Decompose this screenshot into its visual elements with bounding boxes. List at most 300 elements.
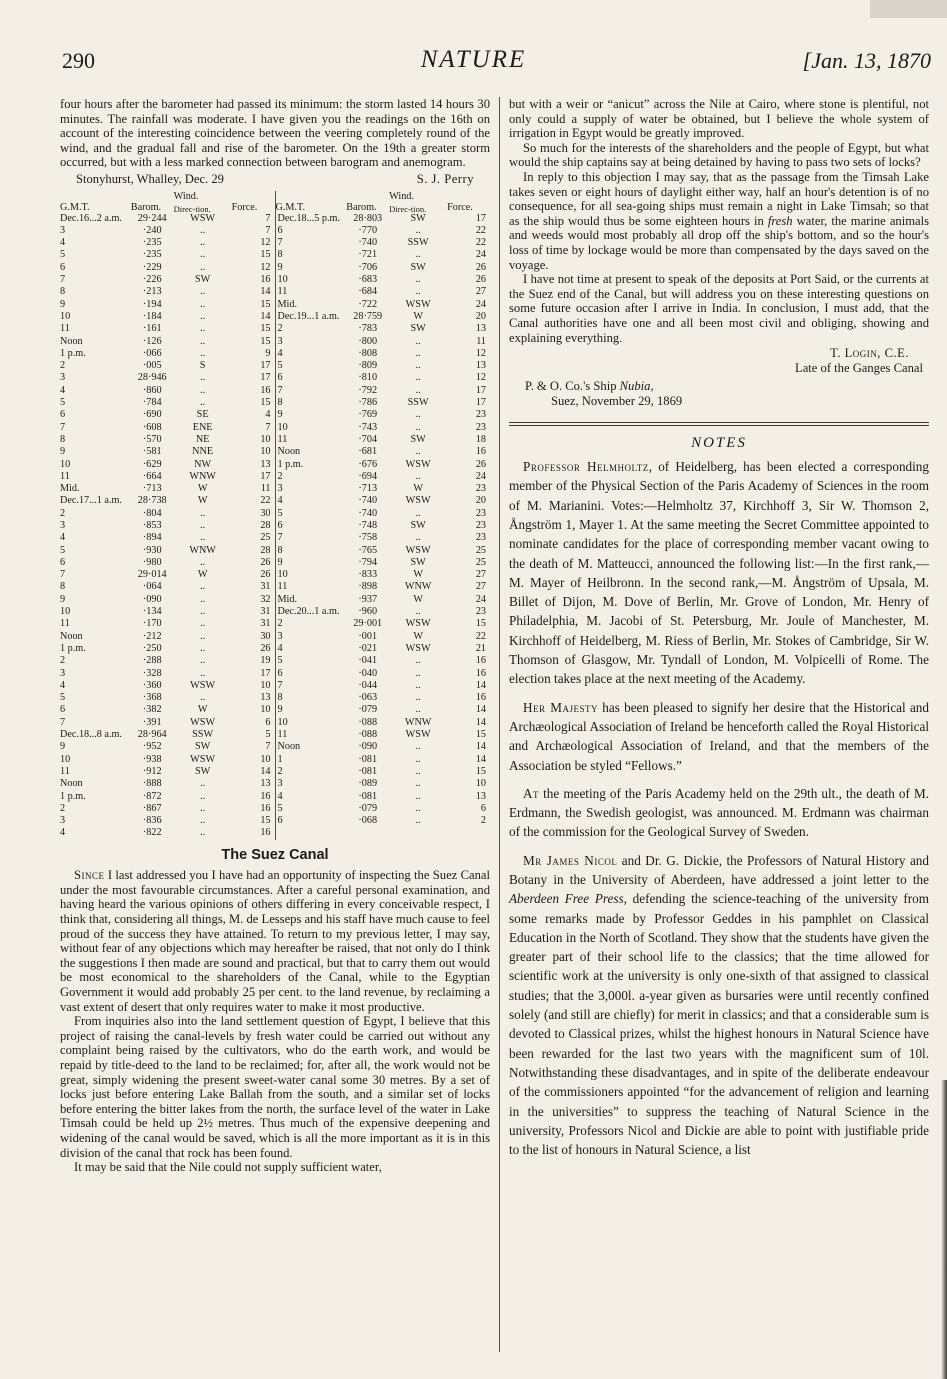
- table-cell: W: [197, 495, 208, 507]
- table-cell: 28·803: [353, 212, 383, 224]
- table-cell: ..: [415, 249, 421, 261]
- table-cell: 16: [475, 655, 486, 667]
- table-cell: W: [197, 483, 208, 495]
- table-cell: ·769: [358, 409, 378, 421]
- table-row: [60, 741, 275, 753]
- table-cell: 25: [260, 532, 271, 544]
- table-cell: ·226: [142, 274, 162, 286]
- table-cell: 9: [60, 741, 66, 753]
- table-cell: 2: [277, 618, 283, 630]
- table-cell: 15: [260, 335, 271, 347]
- table-cell: 7: [60, 421, 66, 433]
- table-cell: NNE: [192, 446, 214, 458]
- table-cell: 5: [60, 397, 66, 409]
- table-cell: ·833: [358, 569, 378, 581]
- table-row: [276, 348, 491, 360]
- table-cell: 10: [277, 274, 288, 286]
- table-cell: ·888: [142, 778, 162, 790]
- table-row: [276, 791, 491, 803]
- table-cell: 11: [60, 470, 70, 482]
- ship-prefix: P. & O. Co.'s Ship: [525, 379, 620, 394]
- table-cell: WSW: [190, 716, 216, 728]
- table-cell: ·683: [358, 274, 378, 286]
- table-cell: 26: [475, 274, 486, 286]
- table-cell: WNW: [189, 544, 216, 556]
- table-cell: 11: [277, 729, 288, 741]
- table-cell: ·328: [142, 667, 162, 679]
- table-cell: W: [413, 569, 423, 581]
- table-row: [276, 459, 491, 471]
- table-row: [276, 631, 491, 643]
- table-cell: 17: [475, 397, 486, 409]
- table-cell: ..: [415, 667, 421, 679]
- table-cell: Noon: [60, 630, 83, 642]
- table-row: [276, 323, 491, 335]
- table-cell: 11: [277, 433, 288, 445]
- table-cell: 25: [475, 556, 486, 568]
- table-cell: 3: [277, 630, 283, 642]
- table-cell: ..: [200, 606, 206, 618]
- table-cell: 22: [475, 224, 486, 236]
- table-cell: ..: [415, 372, 421, 384]
- table-cell: W: [413, 483, 423, 495]
- table-cell: SE: [196, 409, 209, 421]
- note-nicol: [509, 851, 929, 1160]
- table-cell: 11: [277, 286, 288, 298]
- table-cell: ..: [200, 556, 206, 568]
- table-cell: 7: [265, 212, 271, 224]
- table-cell: 13: [475, 360, 486, 372]
- table-cell: ·810: [358, 372, 378, 384]
- table-row: [60, 471, 275, 483]
- table-cell: 21: [475, 642, 486, 654]
- table-cell: ..: [200, 532, 206, 544]
- table-cell: ·867: [142, 802, 162, 814]
- suez-paragraph-2: From inquiries also into the land settlement question of Egypt, I believe that this project of raising the canal-levels by fresh water could be carried out without any complaint being raised by the cultivators, who do the earth work, and would be repaid by title-deed to the land to be reclaimed; for, after all, the work would not be great, simply widening the present sweet-water canal some 30 metres. By a set of locks just before entering Lake Ballah from the south, and a similar set of locks before entering the bitter lakes from the north, the surface level of the water in Lake Timsah could be held up 2½ metres. Thus much of the expensive deepening and widening of the canal would be saved, which is all the more important as it is in this division of the canal that rock has been found.: [60, 1014, 490, 1160]
- signature-row: [60, 172, 490, 187]
- table-cell: ·794: [358, 556, 378, 568]
- table-row: [60, 618, 275, 630]
- table-row: [276, 409, 491, 421]
- table-row: [276, 815, 491, 827]
- lead-words: Professor Helmholtz: [523, 459, 649, 475]
- table-cell: 16: [260, 790, 271, 802]
- table-cell: ·063: [358, 692, 378, 704]
- table-cell: ·066: [142, 347, 162, 359]
- table-cell: 31: [260, 618, 271, 630]
- table-cell: 5: [60, 544, 66, 556]
- table-cell: 5: [277, 507, 283, 519]
- table-cell: 3: [60, 815, 66, 827]
- table-row: [276, 311, 491, 323]
- table-cell: 7: [265, 421, 271, 433]
- table-cell: ·664: [142, 470, 162, 482]
- table-row: [276, 299, 491, 311]
- table-cell: 29·014: [137, 569, 167, 581]
- place-date: Stonyhurst, Whalley, Dec. 29: [76, 171, 224, 186]
- table-cell: 13: [260, 778, 271, 790]
- table-cell: 2: [60, 507, 66, 519]
- table-row: [276, 803, 491, 815]
- table-cell: 14: [260, 286, 271, 298]
- table-cell: 10: [60, 310, 71, 322]
- table-row: [60, 286, 275, 298]
- table-row: [60, 692, 275, 704]
- table-cell: 13: [475, 323, 486, 335]
- table-cell: 7: [60, 569, 66, 581]
- table-row: [60, 680, 275, 692]
- table-cell: 6: [60, 261, 66, 273]
- table-row: [276, 520, 491, 532]
- table-cell: ..: [415, 778, 421, 790]
- table-row: [60, 311, 275, 323]
- table-cell: ..: [415, 470, 421, 482]
- note-erdmann: [509, 784, 929, 842]
- table-row: [60, 606, 275, 618]
- table-cell: 15: [260, 815, 271, 827]
- table-cell: ·980: [142, 556, 162, 568]
- table-row: [60, 791, 275, 803]
- force-header: Force.: [447, 201, 473, 213]
- table-cell: 15: [260, 298, 271, 310]
- ship-name: Nubia,: [619, 379, 654, 394]
- table-cell: 14: [475, 753, 486, 765]
- table-cell: ·391: [142, 716, 162, 728]
- table-cell: W: [413, 310, 423, 322]
- table-row: [60, 348, 275, 360]
- table-cell: 14: [260, 765, 271, 777]
- table-cell: 5: [277, 655, 283, 667]
- table-row: [60, 237, 275, 249]
- table-cell: 6: [277, 372, 283, 384]
- table-cell: 11: [60, 618, 70, 630]
- table-cell: 6: [277, 519, 283, 531]
- table-cell: 2: [480, 815, 486, 827]
- table-cell: SSW: [407, 237, 429, 249]
- table-cell: 10: [277, 421, 288, 433]
- table-cell: 10: [260, 753, 271, 765]
- table-row: [276, 704, 491, 716]
- table-cell: 8: [60, 433, 66, 445]
- table-cell: ..: [415, 790, 421, 802]
- table-cell: 4: [60, 827, 66, 839]
- table-cell: 7: [277, 679, 283, 691]
- table-row: [60, 446, 275, 458]
- table-cell: 14: [475, 704, 486, 716]
- table-cell: ..: [415, 802, 421, 814]
- table-cell: ..: [200, 298, 206, 310]
- table-cell: ·184: [142, 310, 162, 322]
- letter-paragraph-3: [509, 170, 929, 272]
- table-cell: 8: [60, 581, 66, 593]
- table-cell: ·722: [358, 298, 378, 310]
- table-cell: 23: [475, 483, 486, 495]
- table-row: [276, 237, 491, 249]
- table-cell: ·170: [142, 618, 162, 630]
- table-cell: 15: [475, 618, 486, 630]
- table-cell: ·681: [358, 446, 378, 458]
- table-row: [60, 520, 275, 532]
- table-row: [60, 557, 275, 569]
- table-cell: ·134: [142, 606, 162, 618]
- table-cell: 8: [60, 286, 66, 298]
- lead-words: Mr James Nicol: [523, 852, 618, 868]
- table-cell: ..: [415, 421, 421, 433]
- table-cell: W: [413, 630, 423, 642]
- table-cell: 15: [260, 249, 271, 261]
- table-cell: 5: [60, 249, 66, 261]
- paragraph-text: , defending the science-teaching of the university from some remarks made by Professor Geddes in his pamphlet on Classical Education in the North of Scotland. They show that the students have given the greater part of their school life to the classics; that the time allowed for scientific work at the university is only one-sixth of that assigned to classical studies; that the 3,000l. a-year given as bursaries were until recently confined solely (and still are chiefly) for merit in classics; and that a considerable sum is devoted to Classical prizes, whilst the highest honours in Natural Science have been rewarded for the last two years with the magnificent sum of 10l. Notwithstanding these disadvantages, and in spite of the deliberate endeavour of the commissioners appointed “for the advancement of religion and learning in the universities” to suppress the teaching of Natural Science in the university, Professors Nicol and Dickie are able to point with justifiable pride to the list of honours in Natural Science, a list: [509, 891, 929, 1158]
- table-cell: Mid.: [60, 483, 80, 495]
- table-row: [60, 409, 275, 421]
- table-cell: 3: [60, 372, 66, 384]
- table-cell: Noon: [277, 446, 301, 458]
- table-cell: 9: [60, 446, 66, 458]
- table-cell: SW: [194, 274, 211, 286]
- table-cell: 31: [260, 606, 271, 618]
- table-cell: 24: [475, 470, 486, 482]
- table-cell: 30: [260, 630, 271, 642]
- table-cell: ·088: [358, 729, 378, 741]
- table-cell: ·629: [142, 458, 162, 470]
- table-cell: 9: [277, 556, 283, 568]
- table-cell: 23: [475, 409, 486, 421]
- table-cell: ..: [200, 618, 206, 630]
- note-majesty: [509, 698, 929, 775]
- table-row: [60, 594, 275, 606]
- table-cell: 10: [260, 446, 271, 458]
- table-cell: ..: [200, 347, 206, 359]
- table-cell: ..: [200, 224, 206, 236]
- table-cell: ..: [200, 397, 206, 409]
- note-helmholtz: [509, 457, 929, 689]
- table-row: [276, 372, 491, 384]
- table-row: [276, 286, 491, 298]
- table-cell: 23: [475, 532, 486, 544]
- table-cell: WNW: [189, 470, 216, 482]
- table-row: [276, 643, 491, 655]
- table-cell: SW: [410, 261, 426, 273]
- table-cell: ..: [415, 286, 421, 298]
- table-cell: Noon: [277, 741, 301, 753]
- table-cell: ..: [415, 679, 421, 691]
- table-row: [276, 225, 491, 237]
- table-cell: Mid.: [277, 593, 298, 605]
- table-cell: 9: [60, 593, 66, 605]
- table-cell: ..: [415, 224, 421, 236]
- gmt-header: G.M.T.: [275, 201, 306, 213]
- table-cell: ..: [200, 778, 206, 790]
- table-row: [276, 434, 491, 446]
- table-cell: ·758: [358, 532, 378, 544]
- table-cell: 10: [260, 704, 271, 716]
- table-cell: S: [199, 360, 206, 372]
- table-cell: ·743: [358, 421, 378, 433]
- table-cell: 4: [277, 642, 283, 654]
- barom-header: Barom.: [346, 201, 377, 213]
- table-cell: ..: [415, 335, 421, 347]
- table-cell: Dec.19...1 a.m.: [277, 310, 340, 322]
- section-rule: [509, 422, 929, 426]
- table-row: [60, 323, 275, 335]
- table-cell: ·090: [142, 593, 162, 605]
- table-cell: 12: [475, 347, 486, 359]
- table-row: [60, 815, 275, 827]
- table-cell: 4: [265, 409, 271, 421]
- table-cell: W: [413, 593, 423, 605]
- table-cell: WSW: [405, 642, 431, 654]
- table-cell: ·068: [358, 815, 378, 827]
- table-cell: ·079: [358, 802, 378, 814]
- table-cell: ..: [415, 446, 421, 458]
- table-cell: ..: [200, 630, 206, 642]
- table-cell: ·081: [358, 765, 378, 777]
- page-edge-shadow: [941, 1080, 947, 1379]
- table-cell: 8: [277, 397, 283, 409]
- table-cell: 28·946: [137, 372, 167, 384]
- table-cell: Dec.20...1 a.m.: [277, 606, 340, 618]
- table-cell: ·800: [358, 335, 378, 347]
- table-cell: ..: [200, 372, 206, 384]
- table-cell: 3: [277, 778, 283, 790]
- author-signature: S. J. Perry: [416, 171, 474, 186]
- newspaper-name: Aberdeen Free Press: [509, 891, 624, 907]
- table-cell: 12: [475, 372, 486, 384]
- table-row: [276, 754, 491, 766]
- table-cell: ·690: [142, 409, 162, 421]
- table-cell: 29·244: [137, 212, 167, 224]
- table-cell: SW: [194, 765, 211, 777]
- table-cell: ·079: [358, 704, 378, 716]
- table-cell: 17: [475, 212, 486, 224]
- table-cell: 6: [60, 556, 66, 568]
- table-cell: ·088: [358, 716, 378, 728]
- table-cell: ·212: [142, 630, 162, 642]
- table-cell: ..: [200, 519, 206, 531]
- table-row: [276, 336, 491, 348]
- table-cell: 2: [60, 360, 66, 372]
- table-cell: Mid.: [277, 298, 298, 310]
- table-cell: 7: [265, 224, 271, 236]
- barom-header: Barom.: [130, 201, 162, 213]
- table-cell: ·713: [358, 483, 378, 495]
- table-row: [276, 274, 491, 286]
- table-cell: SW: [410, 519, 426, 531]
- table-cell: WSW: [190, 753, 216, 765]
- table-cell: 3: [60, 519, 66, 531]
- table-cell: ·836: [142, 815, 162, 827]
- table-cell: 1 p.m.: [60, 347, 86, 359]
- table-cell: ..: [200, 802, 206, 814]
- table-cell: 7: [277, 532, 283, 544]
- table-row: [60, 495, 275, 507]
- table-cell: 32: [260, 593, 271, 605]
- table-cell: ..: [200, 692, 206, 704]
- table-row: [276, 618, 491, 630]
- table-cell: ·288: [142, 655, 162, 667]
- table-cell: 26: [260, 642, 271, 654]
- table-cell: ·872: [142, 790, 162, 802]
- table-cell: 5: [277, 802, 283, 814]
- table-cell: 4: [277, 495, 283, 507]
- table-cell: 11: [60, 323, 70, 335]
- table-cell: ·721: [358, 249, 378, 261]
- italic-word: fresh: [767, 213, 793, 228]
- table-cell: ·808: [358, 347, 378, 359]
- table-cell: ·005: [142, 360, 162, 372]
- table-cell: ·235: [142, 237, 162, 249]
- table-cell: 6: [480, 802, 486, 814]
- table-cell: 22: [475, 630, 486, 642]
- table-cell: ·608: [142, 421, 162, 433]
- left-column: [60, 97, 490, 1175]
- column-divider: [499, 97, 500, 1352]
- table-cell: Dec.18...8 a.m.: [60, 729, 122, 741]
- letter-paragraph-1: but with a weir or “anicut” across the Nile at Cairo, where stone is plentiful, not only could a supply of water be obtained, but I believe the whole system of irrigation in Egypt would be greatly improved.: [509, 97, 929, 141]
- table-cell: ..: [415, 815, 421, 827]
- table-cell: 27: [475, 286, 486, 298]
- table-cell: ..: [200, 790, 206, 802]
- table-cell: 16: [475, 667, 486, 679]
- table-cell: ·740: [358, 237, 378, 249]
- table-row: [60, 803, 275, 815]
- section-heading: The Suez Canal: [221, 846, 329, 863]
- table-cell: WSW: [190, 679, 216, 691]
- table-cell: ·930: [142, 544, 162, 556]
- table-row: [60, 262, 275, 274]
- table-cell: ·784: [142, 397, 162, 409]
- table-cell: 23: [475, 606, 486, 618]
- table-row: [276, 360, 491, 372]
- table-cell: ..: [415, 384, 421, 396]
- table-row: [60, 360, 275, 372]
- table-cell: NW: [194, 458, 212, 470]
- table-cell: 4: [60, 384, 66, 396]
- table-cell: 5: [277, 360, 283, 372]
- table-cell: ENE: [192, 421, 213, 433]
- table-cell: 25: [475, 544, 486, 556]
- table-cell: ..: [200, 310, 206, 322]
- table-row: [276, 778, 491, 790]
- table-row: [276, 569, 491, 581]
- table-cell: ·765: [358, 544, 378, 556]
- table-cell: 1 p.m.: [60, 790, 86, 802]
- table-row: [60, 729, 275, 741]
- table-cell: ..: [415, 409, 421, 421]
- table-cell: 27: [475, 569, 486, 581]
- table-cell: 12: [260, 237, 271, 249]
- table-row: [276, 385, 491, 397]
- table-cell: Dec.16...2 a.m.: [60, 212, 122, 224]
- table-cell: ·090: [358, 741, 378, 753]
- table-row: [276, 471, 491, 483]
- table-cell: NE: [195, 433, 210, 445]
- table-row: [276, 668, 491, 680]
- lead-word: Since: [74, 868, 105, 883]
- table-cell: ·937: [358, 593, 378, 605]
- table-cell: 11: [476, 335, 486, 347]
- table-row: [60, 249, 275, 261]
- table-cell: 11: [277, 581, 288, 593]
- table-cell: ..: [415, 360, 421, 372]
- table-cell: 15: [260, 323, 271, 335]
- table-cell: 5: [60, 692, 66, 704]
- table-cell: 6: [60, 409, 66, 421]
- table-cell: 10: [277, 716, 288, 728]
- scan-edge: [870, 0, 947, 18]
- paragraph-text: I last addressed you I have had an opportunity of inspecting the Suez Canal under the most favourable circumstances. After a careful personal examination, and having heard the various opinions of others differing in every conceivable respect, I think that, considering all things, M. de Lesseps and his staff have much cause to feel proud of the success they have attained. To return to my previous letter, I may say, without fear of any objections which may hereafter be raised, that not only do I think the suggestions I then made are sound and practical, but that to carry them out would be most economical to the shareholders of the Canal, while to the Egyptian Government it would add probably 25 per cent. to the land revenue, by reclaiming a vast extent of desert that only requires water to make it most productive.: [60, 868, 490, 1014]
- table-cell: ·740: [358, 507, 378, 519]
